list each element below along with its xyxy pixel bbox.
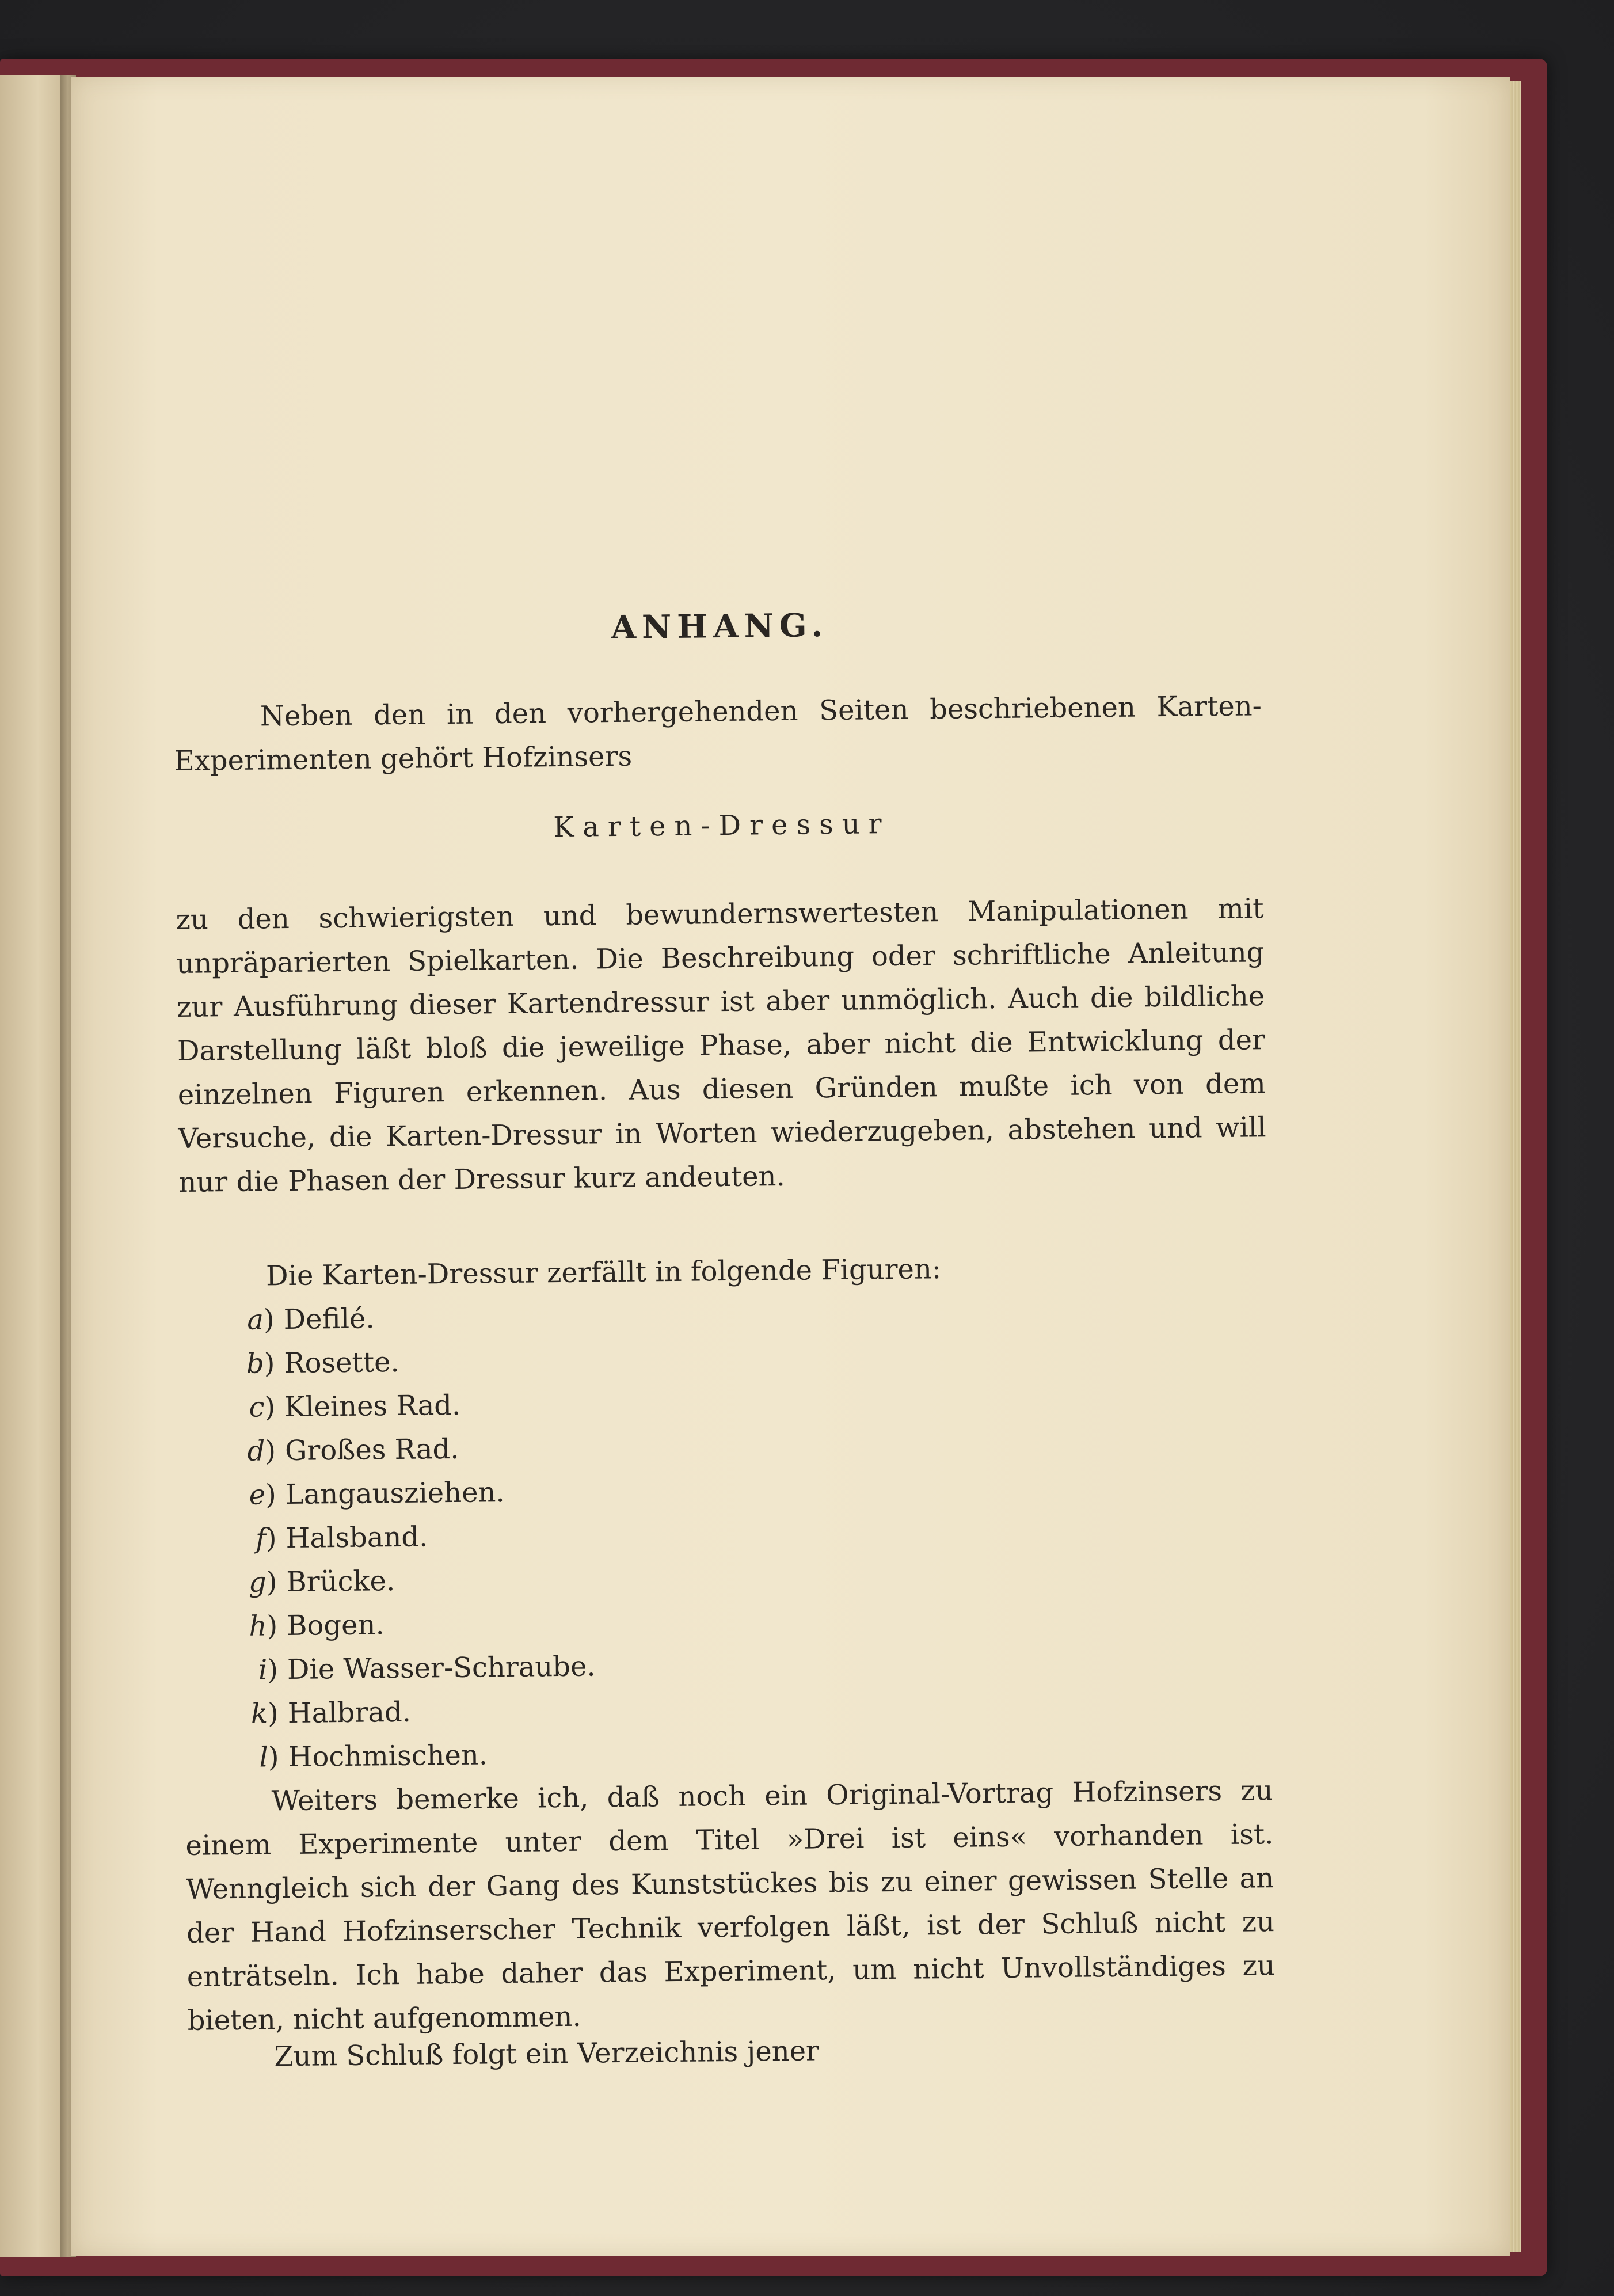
list-item-letter: i [258,1653,268,1686]
list-item: l) Hochmischen. [224,1732,596,1780]
list-item-letter: h [249,1610,267,1643]
list-item-letter: a [246,1303,264,1336]
body-paragraph-2: Weiters bemerke ich, daß noch ein Original-Vortrag Hofzinsers zu einem Experimente unter dem Titel »Drei ist eins« vorhanden ist. Wenngleich sich der Gang des Kunststückes bis zu einer gewissen Stelle an der Hand Hofzinserscher Technik verfolgen läßt, ist der Schluß nicht zu enträtseln. Ich habe daher das Experiment, um nicht Unvollständiges zu bieten, nicht aufgenommen. [185,1774,1276,2037]
intro-paragraph: Neben den in den vorhergehenden Seiten beschriebenen Karten-Experimenten gehört Hofzinsers [174,690,1262,777]
list-item-text: Die Wasser-Schraube. [287,1650,596,1686]
list-item-text: Halbrad. [287,1696,412,1730]
list-item: e) Langausziehen. [222,1469,594,1517]
list-item-text: Defilé. [283,1302,375,1336]
list-item-letter: g [248,1566,267,1599]
list-item-text: Langausziehen. [285,1476,505,1511]
list-item-letter: c [249,1391,265,1424]
list-item: h) Bogen. [223,1601,595,1648]
list-item: f) Halsband. [222,1513,594,1561]
list-item: i) Die Wasser-Schraube. [224,1644,596,1692]
list-item: b) Rosette. [220,1338,592,1386]
section-title: Karten-Dressur [553,807,890,844]
list-item-text: Großes Rad. [284,1432,459,1468]
list-item: g) Brücke. [223,1557,595,1605]
list-item-text: Hochmischen. [288,1739,488,1774]
list-item-text: Brücke. [286,1565,395,1599]
list-item-letter: k [250,1697,268,1730]
list-item-text: Kleines Rad. [284,1389,461,1424]
list-item-text: Halsband. [286,1520,428,1555]
list-item-text: Bogen. [286,1609,385,1643]
list-item: c) Kleines Rad. [221,1382,593,1430]
left-page-edge [0,75,63,2257]
body-paragraph-3: Zum Schluß folgt ein Verzeichnis jener [274,2035,820,2073]
list-intro: Die Karten-Dressur zerfällt in folgende Figuren: [265,1253,942,1293]
list-item-letter: d [247,1435,265,1468]
body-paragraph-1: zu den schwierigsten und bewundernswertesten Manipulationen mit unpräparierten Spielkarten. Die Beschreibung oder schriftliche Anleitung zur Ausführung dieser Kartendressur ist aber unmöglich. Auch die bildliche Darstellung läßt bloß die jeweilige Phase, aber nicht die Entwicklung der einzelnen Figuren erkennen. Aus diesen Gründen mußte ich von dem Versuche, die Karten-Dressur in Worten wiederzugeben, abstehen und will nur die Phasen der Dressur kurz andeuten. [176,892,1266,1199]
list-item: k) Halbrad. [224,1688,596,1736]
list-item-letter: l [259,1741,269,1774]
list-item-letter: e [249,1478,266,1511]
list-item: a) Defilé. [220,1294,592,1342]
list-item-letter: f [255,1522,267,1555]
page-stack-edge [1510,81,1521,2252]
page-heading: ANHANG. [611,606,829,647]
list-item-text: Rosette. [284,1345,400,1380]
figure-list [220,1294,597,1780]
list-item: d) Großes Rad. [222,1426,593,1473]
list-item-letter: b [246,1347,265,1380]
